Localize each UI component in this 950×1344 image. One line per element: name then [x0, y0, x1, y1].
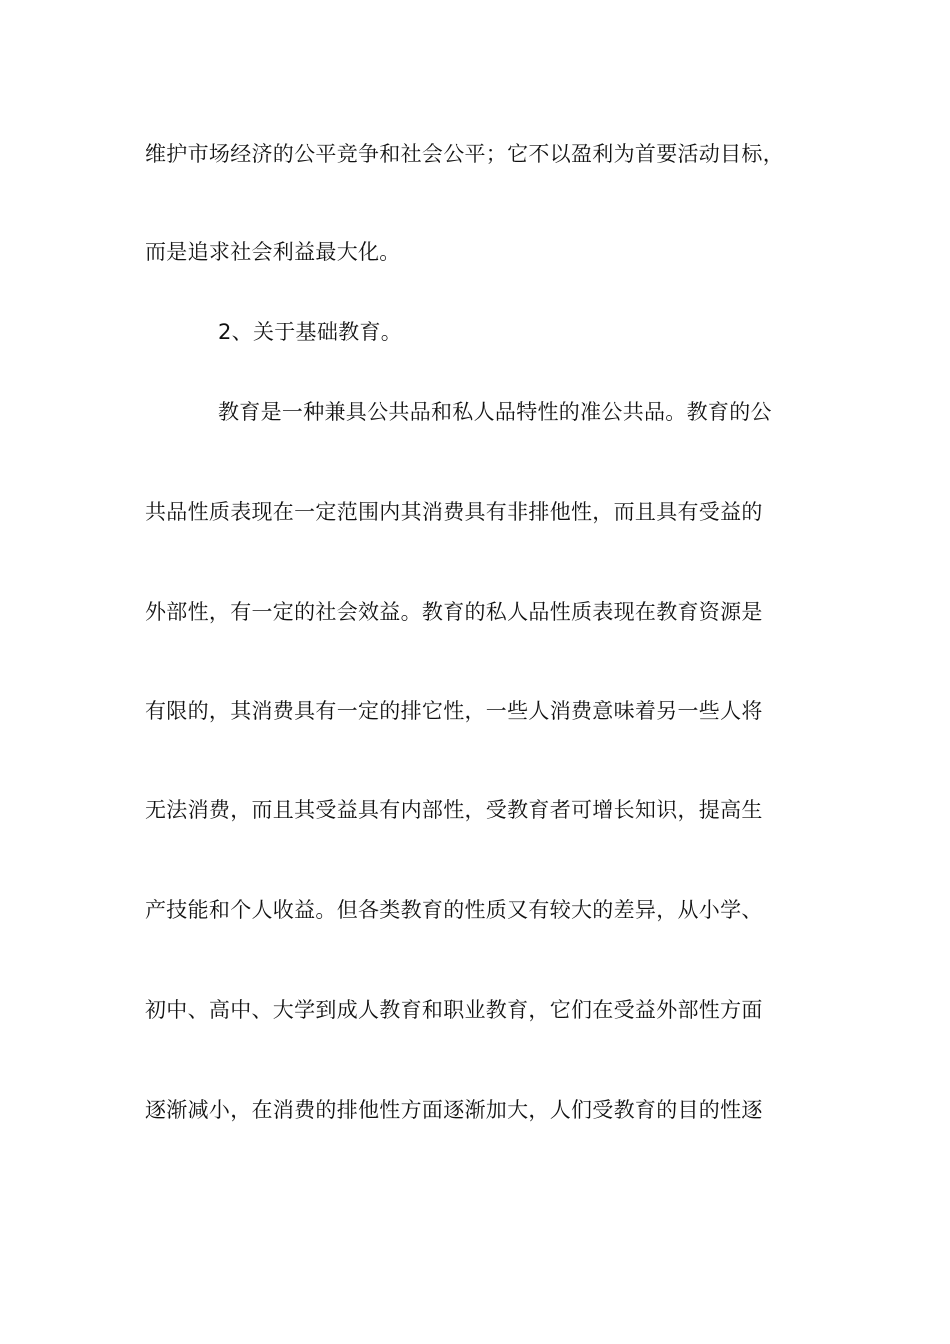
section-heading: 2、关于基础教育。	[218, 320, 403, 344]
text-line: 而是追求社会利益最大化。	[145, 240, 401, 264]
text-line: 教育是一种兼具公共品和私人品特性的准公共品。教育的公	[218, 400, 772, 424]
text-line: 初中、高中、大学到成人教育和职业教育，它们在受益外部性方面	[145, 998, 763, 1022]
text-line: 产技能和个人收益。但各类教育的性质又有较大的差异，从小学、	[145, 898, 763, 922]
text-line: 共品性质表现在一定范围内其消费具有非排他性，而且具有受益的	[145, 500, 763, 524]
text-line: 逐渐减小，在消费的排他性方面逐渐加大，人们受教育的目的性逐	[145, 1098, 763, 1122]
text-line: 有限的，其消费具有一定的排它性，一些人消费意味着另一些人将	[145, 699, 763, 723]
text-line: 外部性，有一定的社会效益。教育的私人品性质表现在教育资源是	[145, 600, 763, 624]
text-line: 维护市场经济的公平竞争和社会公平；它不以盈利为首要活动目标，	[145, 142, 784, 166]
text-line: 无法消费，而且其受益具有内部性，受教育者可增长知识，提高生	[145, 798, 763, 822]
